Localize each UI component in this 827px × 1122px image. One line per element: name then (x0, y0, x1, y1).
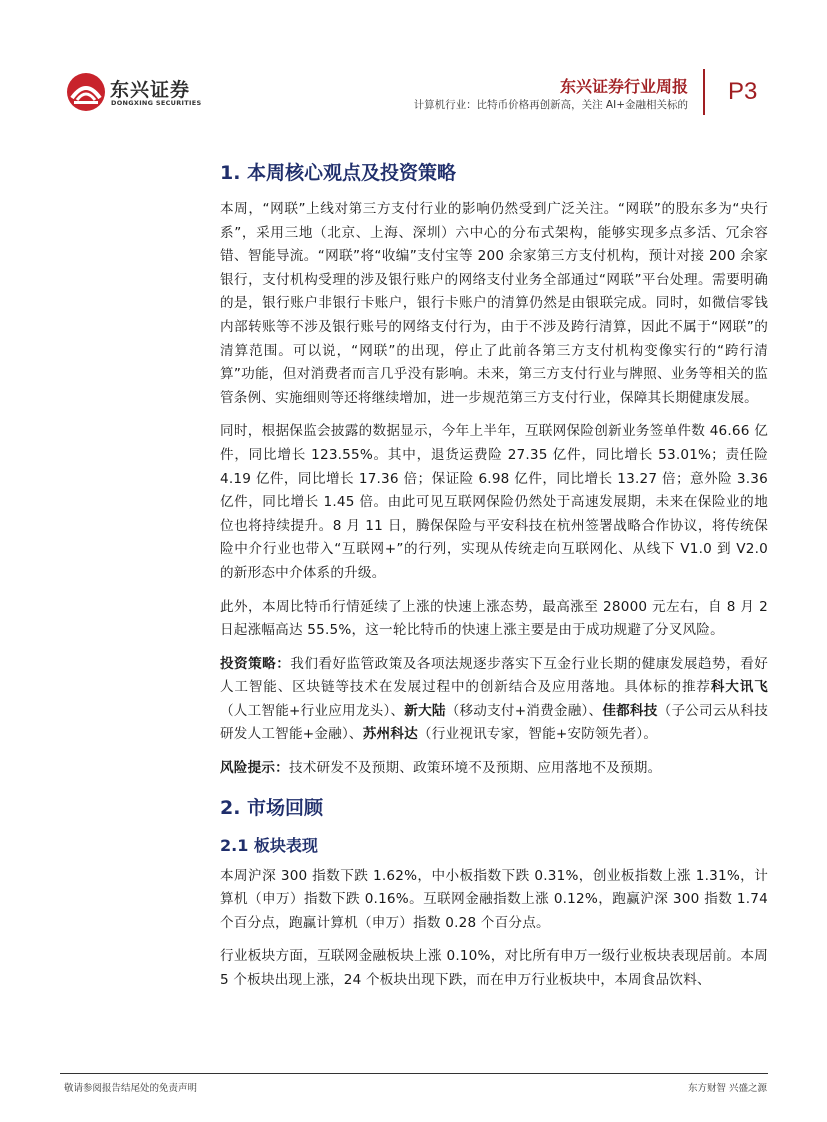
strategy-text-c: （移动支付+消费金融）、 (445, 702, 603, 719)
strategy-text-a: 我们看好监管政策及各项法规逐步落实下互金行业长期的健康发展趋势，看好人工智能、区块链等技术在发展过程中的创新结合及应用落地。具体标的推荐 (220, 655, 768, 696)
paragraph-wanglian: 本周，“网联”上线对第三方支付行业的影响仍然受到广泛关注。“网联”的股东多为“央行系”，采用三地（北京、上海、深圳）六中心的分布式架构，能够实现多点多活、冗余容错、智能导流。“网联”将“收编”支付宝等 200 余家第三方支付机构，预计对接 200 余家银行，支付机构受理的涉及银行账户的网络支付业务全部通过“网联”平台处理。需要明确的是，银行账户非银行卡账户，银行卡账户的清算仍然是由银联完成。同时，如微信零钱内部转账等不涉及银行账号的网络支付行为，由于不涉及跨行清算，因此不属于“网联”的清算范围。可以说，“网联”的出现，停止了此前各第三方支付机构变像实行的“跨行清算”功能，但对消费者而言几乎没有影响。未来，第三方支付行业与牌照、业务等相关的监管条例、实施细则等还将继续增加，进一步规范第三方支付行业，保障其长期健康发展。 (220, 201, 768, 406)
header-divider (703, 69, 705, 115)
strategy-text-b: （人工智能+行业应用龙头）、 (220, 702, 405, 719)
section-1-heading: 1. 本周核心观点及投资策略 (220, 162, 457, 184)
paragraph-insurance: 同时，根据保监会披露的数据显示，今年上半年，互联网保险创新业务签单件数 46.66 亿件，同比增长 123.55%。其中，退货运费险 27.35 亿件，同比增长 53.01%；责任险 4.19 亿件，同比增长 17.36 倍；保证险 6.98 亿件，同比增长 13.27 倍；意外险 3.36 亿件，同比增长 1.45 倍。由此可见互联网保险仍然处于高速发展期，未来在保险业的地位也将持续提升。8 月 11 日，腾保保险与平安科技在杭州签署战略合作协议，将传统保险中介行业也带入“互联网+”的行列，实现从传统走向互联网化、从线下 V1.0 到 V2.0 的新形态中介体系的升级。 (220, 423, 768, 581)
section-2-1-heading: 2.1 板块表现 (220, 835, 318, 855)
stock-pci: 佳都科技 (602, 702, 658, 719)
paragraph-strategy (220, 653, 768, 747)
logo-text-cn: 东兴证券 (110, 79, 191, 101)
strategy-text-e: （行业视讯专家，智能+安防领先者）。 (417, 726, 658, 743)
paragraph-bitcoin: 此外，本周比特币行情延续了上涨的快速上涨态势，最高涨至 28000 元左右，自 8 月 2 日起涨幅高达 55.5%，这一轮比特币的快速上涨主要是由于成功规避了分叉风险。 (220, 598, 768, 639)
stock-iflytek: 科大讯飞 (710, 679, 768, 696)
footer-disclaimer: 敬请参阅报告结尾处的免责声明 (64, 1083, 198, 1094)
stock-newland: 新大陆 (404, 702, 446, 719)
section-2-heading: 2. 市场回顾 (220, 796, 324, 819)
logo-text-en: DONGXING SECURITIES (111, 99, 202, 107)
page-number: P3 (728, 78, 758, 105)
paragraph-sector-performance: 行业板块方面，互联网金融板块上涨 0.10%，对比所有申万一级行业板块表现居前。本周 5 个板块出现上涨，24 个板块出现下跌，而在申万行业板块中，本周食品饮料、 (220, 948, 768, 989)
report-title: 东兴证券行业周报 (559, 77, 688, 96)
page-header (60, 66, 770, 116)
paragraph-index-performance: 本周沪深 300 指数下跌 1.62%，中小板指数下跌 0.31%，创业板指数上涨 1.31%，计算机（申万）指数下跌 0.16%。互联网金融指数上涨 0.12%，跑赢沪深 300 指数 1.74 个百分点，跑赢计算机（申万）指数 0.28 个百分点。 (220, 867, 768, 931)
strategy-text-d: （子公司云从科技研发人工智能+金融）、 (220, 702, 768, 743)
footer-divider (60, 1073, 768, 1074)
report-body (220, 156, 768, 1003)
stock-keda: 苏州科达 (362, 726, 418, 743)
strategy-label: 投资策略： (220, 655, 291, 672)
company-logo (66, 72, 206, 112)
paragraph-risk (220, 757, 768, 781)
report-subtitle: 计算机行业：比特币价格再创新高，关注 AI+金融相关标的 (413, 99, 688, 111)
risk-label: 风险提示： (220, 760, 289, 777)
risk-text: 技术研发不及预期、政策环境不及预期、应用落地不及预期。 (288, 760, 662, 777)
footer-slogan: 东方财智 兴盛之源 (687, 1083, 767, 1094)
dongxing-logo-icon (66, 72, 106, 112)
